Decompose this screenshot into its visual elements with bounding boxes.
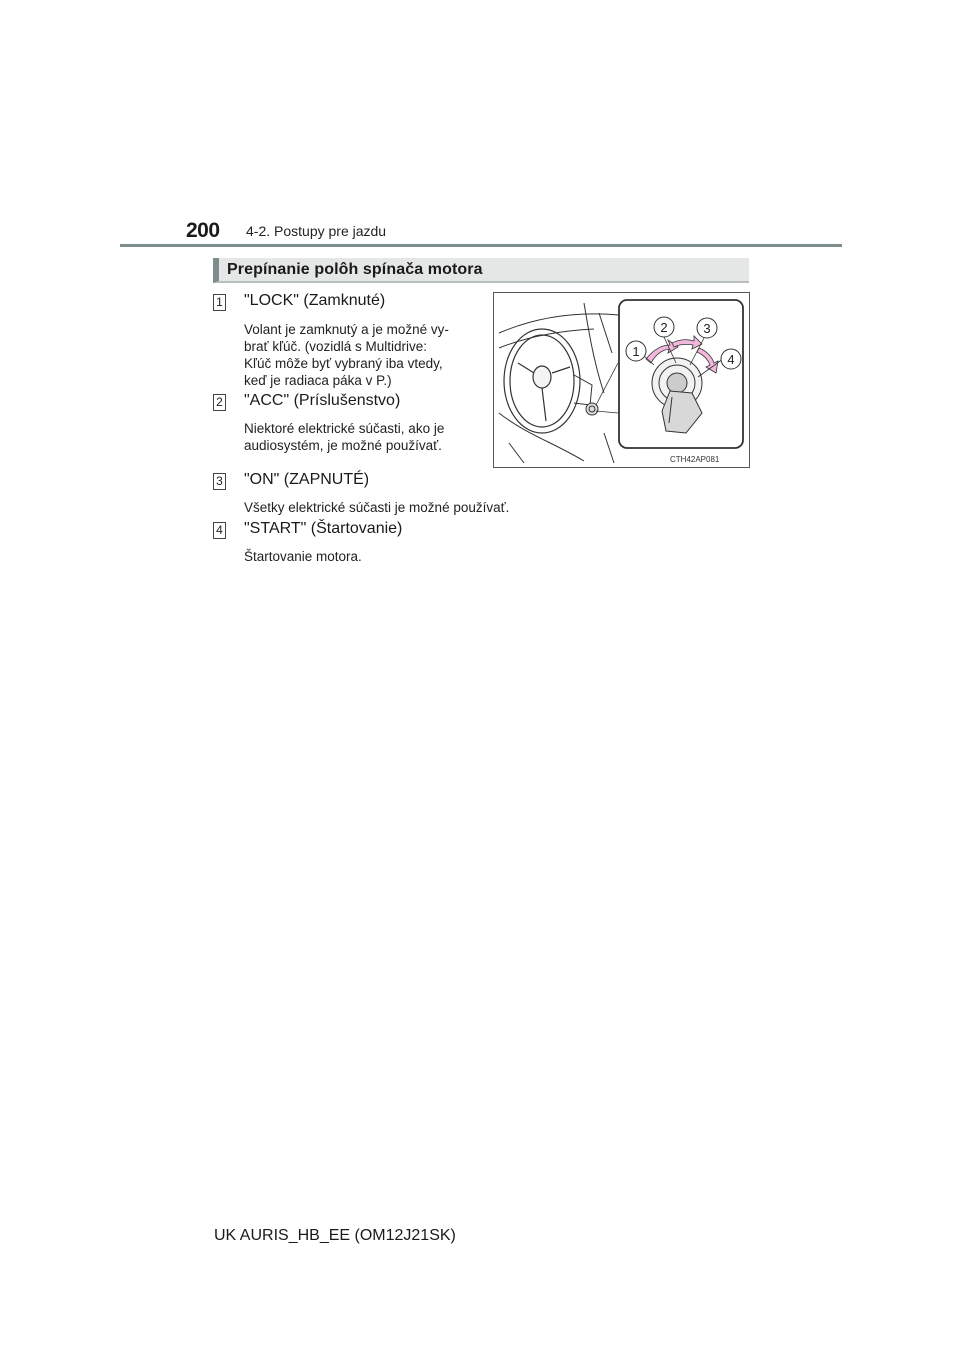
chapter-title: 4-2. Postupy pre jazdu — [246, 223, 387, 239]
callout-label: 1 — [632, 344, 640, 359]
ignition-illustration — [494, 293, 749, 467]
item-title-on: "ON" (ZAPNUTÉ) — [244, 471, 370, 488]
item-number-badge: 4 — [213, 522, 226, 539]
header-divider — [120, 244, 842, 247]
page-number: 200 — [186, 219, 220, 242]
footer-model-code: UK AURIS_HB_EE (OM12J21SK) — [214, 1227, 456, 1244]
ignition-switch-figure — [493, 292, 750, 468]
item-title-acc: "ACC" (Príslušenstvo) — [244, 392, 401, 409]
item-body-lock: Volant je zamknutý a je možné vy- brať kľúč. (vozidlá s Multidrive: Kľúč môže byť vybraný iba vtedy, keď je radiaca páka v P.) — [244, 322, 449, 388]
item-number-badge: 2 — [213, 394, 226, 411]
callout-label: 3 — [703, 321, 711, 336]
item-title-start: "START" (Štartovanie) — [244, 520, 403, 537]
steering-wheel-drawing — [504, 329, 580, 433]
item-number-badge: 3 — [213, 473, 226, 490]
item-number-badge: 1 — [213, 294, 226, 311]
callout-label: 2 — [660, 320, 668, 335]
item-body-acc: Niektoré elektrické súčasti, ako je audiosystém, je možné používať. — [244, 421, 445, 453]
figure-code: CTH42AP081 — [670, 455, 720, 464]
callout-label: 4 — [727, 352, 735, 367]
item-body-on: Všetky elektrické súčasti je možné používať. — [244, 500, 510, 515]
section-title: Prepínanie polôh spínača motora — [227, 261, 483, 278]
item-title-lock: "LOCK" (Zamknuté) — [244, 292, 386, 309]
item-body-start: Štartovanie motora. — [244, 549, 362, 564]
